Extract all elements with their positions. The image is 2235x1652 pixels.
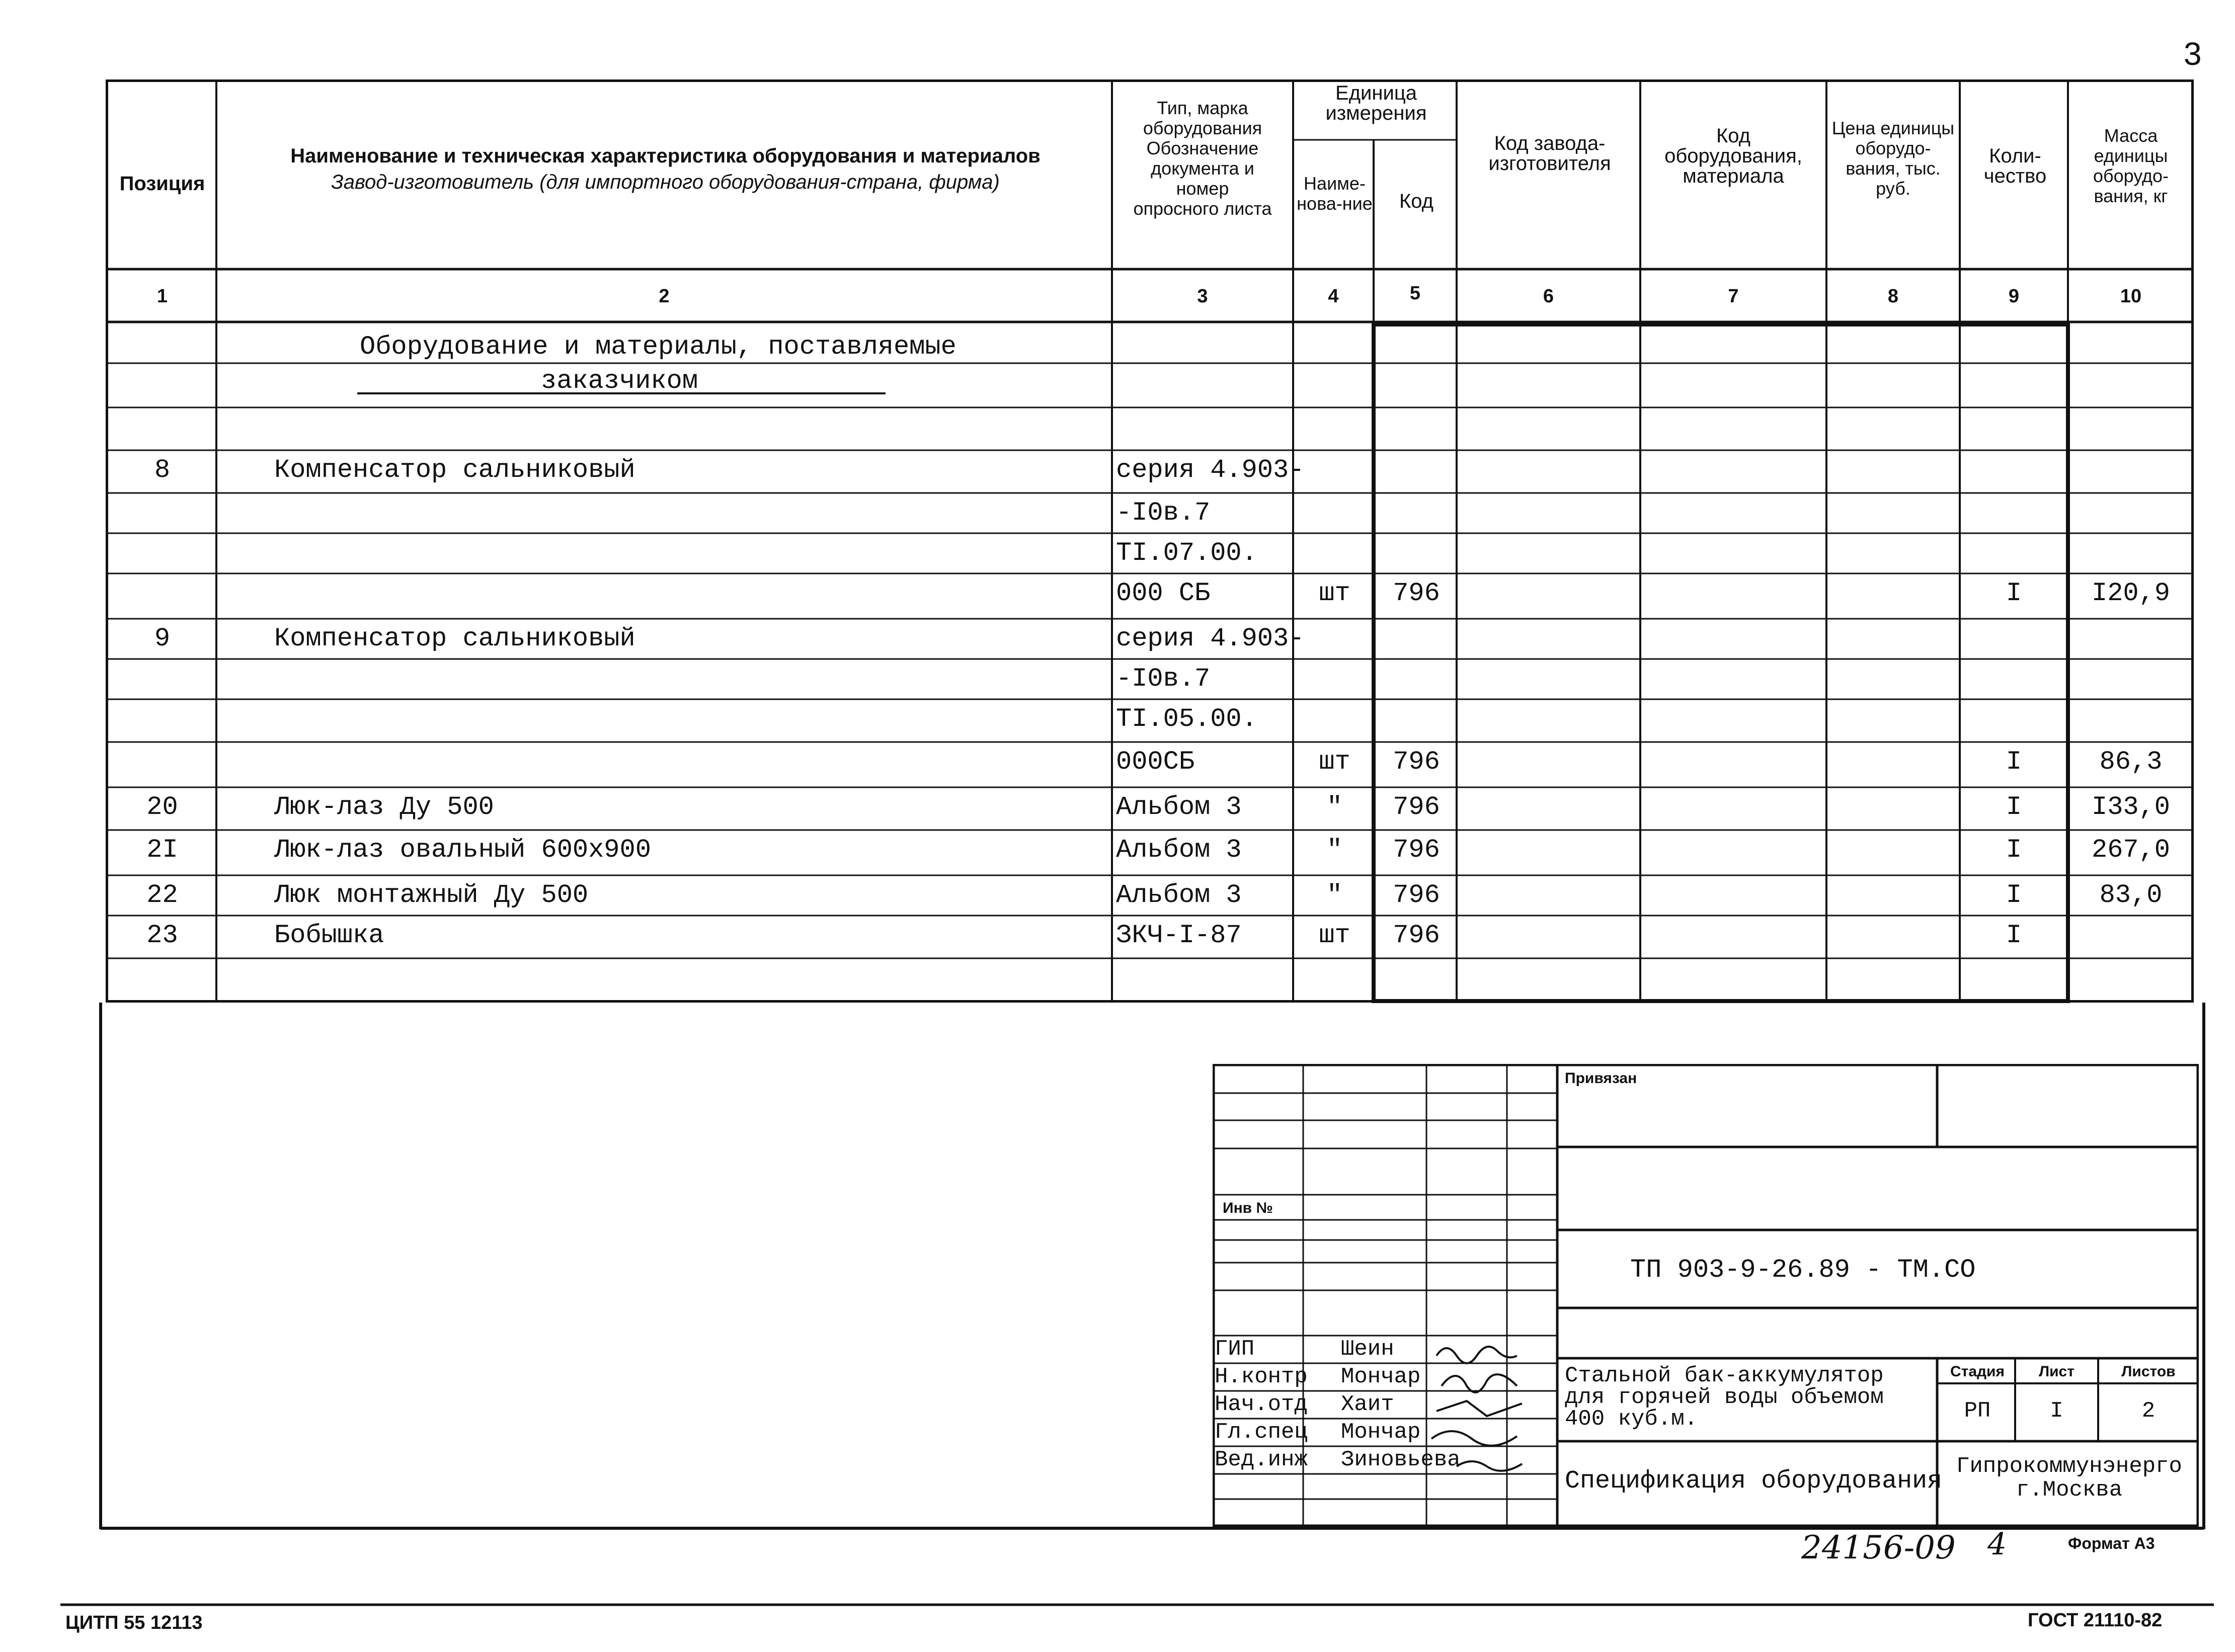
format-label: Формат А3 xyxy=(2068,1534,2155,1552)
cell-pos: 9 xyxy=(154,624,171,653)
stage-label: Стадия xyxy=(1950,1363,2005,1380)
colnum-9: 9 xyxy=(2008,286,2020,307)
cell-unit: " xyxy=(1326,792,1343,822)
signer-name: Зиновьева xyxy=(1341,1447,1461,1472)
header-name-line1: Наименование и техническая характеристика оборудования и материалов xyxy=(290,145,1041,167)
cell-type: 000СБ xyxy=(1116,747,1195,777)
sheet-value: I xyxy=(2050,1398,2063,1424)
cell-code: 796 xyxy=(1393,921,1440,950)
cell-mass: 267,0 xyxy=(2091,835,2171,865)
cell-mass: 83,0 xyxy=(2099,880,2163,910)
object-line2: для горячей воды объемом xyxy=(1565,1385,1884,1410)
header-type: Тип, марка оборудования Обозначение документа и номер опросного листа xyxy=(1133,98,1272,219)
cell-name: Бобышка xyxy=(274,921,384,950)
cell-type: 000 СБ xyxy=(1116,579,1211,608)
colnum-1: 1 xyxy=(156,286,168,307)
header-equip-code: Код оборудования, материала xyxy=(1664,125,1802,187)
cell-type: серия 4.903- xyxy=(1116,624,1305,653)
colnum-6: 6 xyxy=(1543,286,1554,307)
section-title-line2: заказчиком xyxy=(541,366,698,396)
colnum-5: 5 xyxy=(1409,283,1421,304)
org-line2: г.Москва xyxy=(2016,1477,2123,1503)
header-unit-name: Наиме-нова-ние xyxy=(1297,173,1373,214)
cell-type: Альбом 3 xyxy=(1116,835,1242,865)
cell-mass: I33,0 xyxy=(2091,792,2171,822)
sheets-label: Листов xyxy=(2121,1363,2176,1380)
header-qty: Коли-чество xyxy=(1983,145,2047,187)
object-line3: 400 куб.м. xyxy=(1565,1407,1698,1432)
privyazan-label: Привязан xyxy=(1565,1070,1637,1087)
cell-type: серия 4.903- xyxy=(1116,455,1305,485)
cell-type: ЗКЧ-I-87 xyxy=(1116,921,1242,950)
cell-mass: I20,9 xyxy=(2091,579,2171,608)
section-title-line1: Оборудование и материалы, поставляемые xyxy=(360,332,956,362)
cell-unit: шт xyxy=(1319,747,1350,777)
header-unit-group: Единица измерения xyxy=(1325,82,1427,124)
cell-unit: шт xyxy=(1319,579,1350,608)
inv-no-label: Инв № xyxy=(1223,1200,1273,1216)
cell-name: Компенсатор сальниковый xyxy=(274,455,635,485)
cell-qty: I xyxy=(2006,880,2022,910)
cell-pos: 23 xyxy=(146,921,178,950)
cell-qty: I xyxy=(2006,835,2022,865)
cell-code: 796 xyxy=(1393,835,1440,865)
doc-code: ТП 903-9-26.89 - ТМ.СО xyxy=(1630,1255,1976,1285)
cell-name: Люк-лаз Ду 500 xyxy=(274,792,494,822)
colnum-8: 8 xyxy=(1887,286,1899,307)
cell-unit: " xyxy=(1326,835,1343,865)
page-number: 3 xyxy=(2184,36,2202,72)
title-block xyxy=(1213,1064,2199,1527)
header-mass: Масса единицы оборудо-вания, кг xyxy=(2093,125,2169,206)
handwritten-sheet: 4 xyxy=(1987,1527,2007,1562)
signer-role: ГИП xyxy=(1215,1337,1255,1362)
object-line1: Стальной бак-аккумулятор xyxy=(1565,1363,1884,1388)
colnum-7: 7 xyxy=(1728,286,1739,307)
sheets-value: 2 xyxy=(2141,1398,2156,1424)
sheet-label: Лист xyxy=(2039,1363,2074,1380)
cell-pos: 20 xyxy=(146,792,178,822)
signer-name: Мончар xyxy=(1341,1420,1421,1445)
cell-type: TI.05.00. xyxy=(1116,704,1257,734)
cell-code: 796 xyxy=(1393,747,1440,777)
cell-pos: 8 xyxy=(154,455,171,485)
org-line1: Гипрокоммунэнерго xyxy=(1956,1454,2182,1479)
signer-name: Хаит xyxy=(1341,1392,1394,1417)
header-name-line2: Завод-изготовитель (для импортного оборудования-страна, фирма) xyxy=(331,171,1000,193)
signer-role: Нач.отд xyxy=(1215,1392,1308,1417)
cell-pos: 22 xyxy=(146,880,178,910)
cell-mass: 86,3 xyxy=(2099,747,2163,777)
signer-name: Шеин xyxy=(1341,1337,1394,1362)
cell-type: Альбом 3 xyxy=(1116,880,1242,910)
header-maker-code: Код завода-изготовителя xyxy=(1488,132,1611,175)
signer-name: Мончар xyxy=(1341,1364,1421,1389)
handwritten-number: 24156-09 xyxy=(1801,1529,1956,1566)
colnum-10: 10 xyxy=(2120,286,2142,307)
colnum-3: 3 xyxy=(1197,286,1208,307)
header-position: Позиция xyxy=(119,173,205,195)
cell-code: 796 xyxy=(1393,880,1440,910)
cell-type: TI.07.00. xyxy=(1116,538,1257,568)
header-unit-code: Код xyxy=(1399,190,1433,212)
cell-unit: шт xyxy=(1319,921,1350,950)
cell-type: -I0в.7 xyxy=(1116,664,1211,694)
colnum-2: 2 xyxy=(659,286,670,307)
cell-code: 796 xyxy=(1393,579,1440,608)
cell-type: Альбом 3 xyxy=(1116,792,1242,822)
gost-label: ГОСТ 21110-82 xyxy=(2028,1610,2163,1631)
doc-title: Спецификация оборудования xyxy=(1565,1467,1943,1496)
printer-code: ЦИТП 55 12113 xyxy=(65,1612,203,1633)
cell-name: Люк монтажный Ду 500 xyxy=(274,880,589,910)
cell-code: 796 xyxy=(1393,792,1440,822)
signer-role: Гл.спец xyxy=(1215,1420,1308,1445)
colnum-4: 4 xyxy=(1328,286,1339,307)
cell-qty: I xyxy=(2006,747,2022,777)
header-price: Цена единицы оборудо-вания, тыс. руб. xyxy=(1831,118,1955,199)
signature-scribbles xyxy=(1426,1336,1557,1502)
cell-name: Компенсатор сальниковый xyxy=(274,624,635,653)
signer-role: Вед.инж xyxy=(1215,1447,1308,1472)
cell-name: Люк-лаз овальный 600х900 xyxy=(274,835,651,865)
signer-role: Н.контр xyxy=(1215,1364,1308,1389)
cell-qty: I xyxy=(2006,921,2022,950)
cell-qty: I xyxy=(2006,792,2022,822)
cell-unit: " xyxy=(1326,880,1343,910)
stage-value: РП xyxy=(1964,1398,1991,1424)
cell-pos: 2I xyxy=(146,835,178,865)
cell-qty: I xyxy=(2006,579,2022,608)
cell-type: -I0в.7 xyxy=(1116,498,1211,528)
